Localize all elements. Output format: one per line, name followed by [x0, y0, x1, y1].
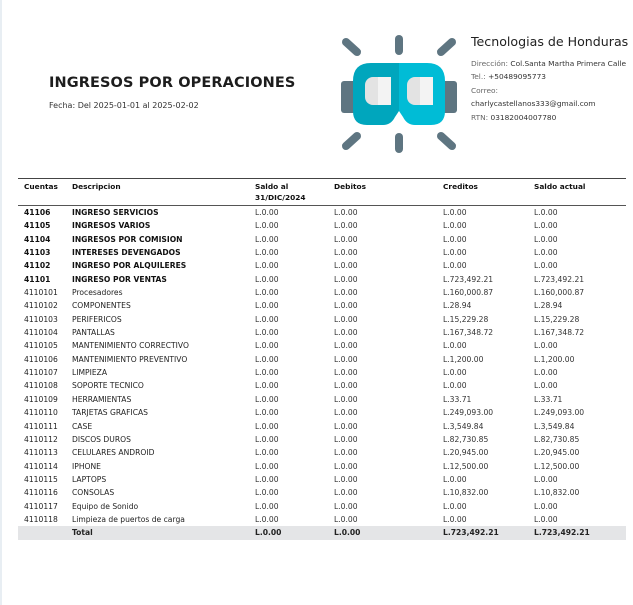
- cell-saldo-actual: L.0.00: [534, 261, 558, 271]
- total-creditos: L.723,492.21: [437, 526, 528, 539]
- cell-creditos: L.249,093.00: [443, 408, 494, 418]
- cell-saldo-anterior: L.0.00: [255, 328, 279, 338]
- cell-descripcion: CASE: [72, 421, 93, 431]
- cell-descripcion: COMPONENTES: [72, 301, 131, 311]
- cell-cuenta: 4110111: [24, 421, 58, 431]
- cell-creditos: L.160,000.87: [443, 288, 494, 298]
- report-date-range: Fecha: Del 2025-01-01 al 2025-02-02: [49, 101, 199, 110]
- table-row: [18, 500, 626, 513]
- cell-cuenta: 4110112: [24, 434, 58, 444]
- cell-creditos: L.0.00: [443, 234, 467, 244]
- cell-saldo-actual: L.0.00: [534, 234, 558, 244]
- cell-saldo-anterior: L.0.00: [255, 314, 279, 324]
- cell-saldo-anterior: L.0.00: [255, 474, 279, 484]
- cell-saldo-actual: L.15,229.28: [534, 314, 580, 324]
- header-debitos: Debitos: [328, 179, 437, 206]
- cell-cuenta: 41101: [24, 274, 51, 284]
- table-row: [18, 259, 626, 272]
- cell-saldo-actual: L.0.00: [534, 221, 558, 231]
- email-value: charlycastellanos333@gmail.com: [471, 99, 596, 109]
- ray-bottom-left: [346, 136, 357, 146]
- cell-cuenta: 41102: [24, 261, 51, 271]
- cell-saldo-actual: L.28.94: [534, 301, 563, 311]
- cell-debitos: L.0.00: [334, 368, 358, 378]
- cell-debitos: L.0.00: [334, 274, 358, 284]
- cell-cuenta: 4110106: [24, 354, 58, 364]
- cell-saldo-anterior: L.0.00: [255, 234, 279, 244]
- cell-saldo-actual: L.33.71: [534, 394, 563, 404]
- cell-saldo-actual: L.0.00: [534, 501, 558, 511]
- cell-debitos: L.0.00: [334, 354, 358, 364]
- company-phone: [471, 70, 631, 83]
- cell-creditos: L.723,492.21: [443, 274, 494, 284]
- cell-saldo-anterior: L.0.00: [255, 208, 279, 217]
- table-row: [18, 273, 626, 286]
- cell-debitos: L.0.00: [334, 448, 358, 458]
- cell-debitos: L.0.00: [334, 421, 358, 431]
- cell-saldo-anterior: L.0.00: [255, 514, 279, 524]
- table-row: [18, 486, 626, 499]
- address-label: Dirección:: [471, 59, 509, 68]
- header-saldo-anterior: Saldo al 31/DIC/2024: [249, 179, 328, 206]
- cell-saldo-anterior: L.0.00: [255, 501, 279, 511]
- table-row: [18, 353, 626, 366]
- cell-creditos: L.0.00: [443, 474, 467, 484]
- cell-descripcion: PERIFERICOS: [72, 314, 122, 324]
- total-row: [18, 526, 626, 539]
- lens-left-shade: [378, 77, 391, 105]
- cell-debitos: L.0.00: [334, 434, 358, 444]
- table-row: [18, 379, 626, 392]
- cell-creditos: L.10,832.00: [443, 488, 489, 498]
- cell-creditos: L.0.00: [443, 248, 467, 258]
- cell-saldo-actual: L.20,945.00: [534, 448, 580, 458]
- company-address: [471, 57, 631, 70]
- header-descripcion: Descripcion: [66, 179, 249, 206]
- total-debitos: L.0.00: [328, 526, 437, 539]
- total-empty: [18, 526, 66, 539]
- cell-descripcion: MANTENIMIENTO PREVENTIVO: [72, 354, 188, 364]
- cell-saldo-actual: L.10,832.00: [534, 488, 580, 498]
- cell-cuenta: 4110113: [24, 448, 58, 458]
- cell-debitos: L.0.00: [334, 341, 358, 351]
- cell-saldo-anterior: L.0.00: [255, 421, 279, 431]
- cell-saldo-actual: L.0.00: [534, 341, 558, 351]
- ray-top-left: [346, 42, 357, 52]
- cell-saldo-actual: L.0.00: [534, 248, 558, 258]
- report-title: INGRESOS POR OPERACIONES: [49, 75, 296, 91]
- cell-creditos: L.28.94: [443, 301, 472, 311]
- total-saldo-actual: L.723,492.21: [528, 526, 626, 539]
- table-row: [18, 513, 626, 526]
- table-row: [18, 219, 626, 232]
- cell-saldo-anterior: L.0.00: [255, 288, 279, 298]
- cell-creditos: L.1,200.00: [443, 354, 484, 364]
- cell-debitos: L.0.00: [334, 381, 358, 391]
- cell-debitos: L.0.00: [334, 288, 358, 298]
- cell-cuenta: 4110117: [24, 501, 58, 511]
- table-header-row: [18, 179, 626, 206]
- cell-saldo-actual: L.0.00: [534, 514, 558, 524]
- cell-debitos: L.0.00: [334, 234, 358, 244]
- table-row: [18, 366, 626, 379]
- cell-descripcion: HERRAMIENTAS: [72, 394, 132, 404]
- cell-cuenta: 4110116: [24, 488, 58, 498]
- cell-descripcion: IPHONE: [72, 461, 101, 471]
- cell-saldo-actual: L.0.00: [534, 368, 558, 378]
- cell-descripcion: TARJETAS GRAFICAS: [72, 408, 149, 418]
- cell-saldo-anterior: L.0.00: [255, 461, 279, 471]
- page-left-edge: [0, 0, 2, 605]
- vr-goggles-icon: [337, 33, 461, 157]
- cell-descripcion: Procesadores: [72, 288, 123, 298]
- cell-debitos: L.0.00: [334, 488, 358, 498]
- cell-descripcion: Limpieza de puertos de carga: [72, 514, 185, 524]
- cell-debitos: L.0.00: [334, 261, 358, 271]
- table-row: [18, 339, 626, 352]
- cell-creditos: L.20,945.00: [443, 448, 489, 458]
- header-saldo-actual: Saldo actual: [528, 179, 626, 206]
- address-value: Col.Santa Martha Primera Calle: [510, 59, 627, 68]
- cell-creditos: L.12,500.00: [443, 461, 489, 471]
- cell-saldo-actual: L.12,500.00: [534, 461, 580, 471]
- phone-value: +50489095773: [488, 72, 546, 82]
- cell-creditos: L.0.00: [443, 208, 467, 217]
- cell-descripcion: LIMPIEZA: [72, 368, 108, 378]
- cell-cuenta: 4110118: [24, 514, 58, 524]
- cell-creditos: L.3,549.84: [443, 421, 484, 431]
- cell-debitos: L.0.00: [334, 408, 358, 418]
- ledger-table: [18, 178, 626, 540]
- cell-descripcion: INGRESO POR VENTAS: [72, 274, 167, 284]
- cell-saldo-actual: L.82,730.85: [534, 434, 580, 444]
- cell-debitos: L.0.00: [334, 248, 358, 258]
- cell-debitos: L.0.00: [334, 461, 358, 471]
- cell-cuenta: 4110115: [24, 474, 58, 484]
- cell-descripcion: Equipo de Sonido: [72, 501, 139, 511]
- cell-debitos: L.0.00: [334, 314, 358, 324]
- header-cuentas: Cuentas: [18, 179, 66, 206]
- company-info: [471, 34, 631, 124]
- cell-saldo-actual: L.249,093.00: [534, 408, 585, 418]
- cell-cuenta: 4110110: [24, 408, 58, 418]
- company-name: Tecnologias de Honduras: [471, 34, 629, 49]
- cell-saldo-anterior: L.0.00: [255, 341, 279, 351]
- cell-descripcion: INTERESES DEVENGADOS: [72, 248, 181, 258]
- ray-bottom-right: [441, 136, 452, 146]
- cell-descripcion: CELULARES ANDROID: [72, 448, 155, 458]
- cell-debitos: L.0.00: [334, 501, 358, 511]
- cell-cuenta: 41104: [24, 234, 51, 244]
- cell-creditos: L.0.00: [443, 501, 467, 511]
- cell-saldo-anterior: L.0.00: [255, 274, 279, 284]
- company-email: [471, 84, 631, 111]
- cell-creditos: L.0.00: [443, 221, 467, 231]
- cell-saldo-actual: L.1,200.00: [534, 354, 575, 364]
- cell-cuenta: 41105: [24, 221, 51, 231]
- cell-debitos: L.0.00: [334, 221, 358, 231]
- cell-cuenta: 4110109: [24, 394, 58, 404]
- ray-top-right: [441, 42, 452, 52]
- table-row: [18, 326, 626, 339]
- cell-debitos: L.0.00: [334, 514, 358, 524]
- table-row: [18, 233, 626, 246]
- phone-label: Tel.:: [471, 72, 486, 82]
- cell-debitos: L.0.00: [334, 394, 358, 404]
- cell-descripcion: LAPTOPS: [72, 474, 107, 484]
- cell-creditos: L.33.71: [443, 394, 472, 404]
- cell-creditos: L.167,348.72: [443, 328, 494, 338]
- cell-debitos: L.0.00: [334, 474, 358, 484]
- cell-saldo-anterior: L.0.00: [255, 408, 279, 418]
- cell-saldo-actual: L.723,492.21: [534, 274, 585, 284]
- cell-creditos: L.82,730.85: [443, 434, 489, 444]
- table-row: [18, 246, 626, 259]
- table-row: [18, 406, 626, 419]
- total-saldo-anterior: L.0.00: [249, 526, 328, 539]
- cell-saldo-anterior: L.0.00: [255, 248, 279, 258]
- cell-debitos: L.0.00: [334, 328, 358, 338]
- cell-cuenta: 4110104: [24, 328, 58, 338]
- table-row: [18, 433, 626, 446]
- cell-descripcion: SOPORTE TECNICO: [72, 381, 144, 391]
- cell-descripcion: INGRESOS POR COMISION: [72, 234, 183, 244]
- cell-cuenta: 4110101: [24, 288, 58, 298]
- cell-saldo-anterior: L.0.00: [255, 221, 279, 231]
- table-row: [18, 420, 626, 433]
- table-row: [18, 299, 626, 312]
- cell-debitos: L.0.00: [334, 301, 358, 311]
- cell-saldo-anterior: L.0.00: [255, 354, 279, 364]
- cell-creditos: L.0.00: [443, 381, 467, 391]
- cell-saldo-anterior: L.0.00: [255, 301, 279, 311]
- cell-cuenta: 4110107: [24, 368, 58, 378]
- cell-saldo-actual: L.0.00: [534, 474, 558, 484]
- cell-saldo-anterior: L.0.00: [255, 394, 279, 404]
- cell-cuenta: 4110114: [24, 461, 58, 471]
- email-label: Correo:: [471, 85, 499, 95]
- cell-saldo-anterior: L.0.00: [255, 261, 279, 271]
- cell-saldo-anterior: L.0.00: [255, 381, 279, 391]
- cell-descripcion: PANTALLAS: [72, 328, 115, 338]
- company-rtn: [471, 111, 631, 124]
- cell-saldo-anterior: L.0.00: [255, 448, 279, 458]
- total-label: Total: [66, 526, 249, 539]
- cell-cuenta: 4110105: [24, 341, 58, 351]
- table-row: [18, 473, 626, 486]
- cell-cuenta: 4110108: [24, 381, 58, 391]
- cell-creditos: L.0.00: [443, 261, 467, 271]
- cell-saldo-actual: L.0.00: [534, 381, 558, 391]
- cell-saldo-actual: L.0.00: [534, 208, 558, 217]
- cell-creditos: L.0.00: [443, 341, 467, 351]
- cell-descripcion: DISCOS DUROS: [72, 434, 131, 444]
- rtn-label: RTN:: [471, 112, 489, 122]
- cell-saldo-actual: L.167,348.72: [534, 328, 585, 338]
- header-creditos: Creditos: [437, 179, 528, 206]
- cell-descripcion: CONSOLAS: [72, 488, 115, 498]
- cell-creditos: L.0.00: [443, 368, 467, 378]
- cell-creditos: L.0.00: [443, 514, 467, 524]
- cell-saldo-actual: L.3,549.84: [534, 421, 575, 431]
- table-row: [18, 206, 626, 220]
- cell-saldo-anterior: L.0.00: [255, 488, 279, 498]
- cell-saldo-anterior: L.0.00: [255, 434, 279, 444]
- cell-descripcion: MANTENIMIENTO CORRECTIVO: [72, 341, 189, 351]
- table-row: [18, 313, 626, 326]
- cell-creditos: L.15,229.28: [443, 314, 489, 324]
- table-row: [18, 286, 626, 299]
- cell-saldo-anterior: L.0.00: [255, 368, 279, 378]
- cell-cuenta: 41103: [24, 248, 51, 258]
- table-row: [18, 460, 626, 473]
- ledger-body: [18, 206, 626, 540]
- cell-cuenta: 41106: [24, 208, 51, 217]
- cell-debitos: L.0.00: [334, 208, 358, 217]
- cell-descripcion: INGRESO POR ALQUILERES: [72, 261, 187, 271]
- lens-right-shade: [420, 77, 433, 105]
- table-row: [18, 393, 626, 406]
- table-row: [18, 446, 626, 459]
- cell-cuenta: 4110103: [24, 314, 58, 324]
- rtn-value: 03182004007780: [490, 112, 557, 122]
- cell-descripcion: INGRESOS VARIOS: [72, 221, 151, 231]
- cell-descripcion: INGRESO SERVICIOS: [72, 208, 159, 217]
- cell-cuenta: 4110102: [24, 301, 58, 311]
- cell-saldo-actual: L.160,000.87: [534, 288, 585, 298]
